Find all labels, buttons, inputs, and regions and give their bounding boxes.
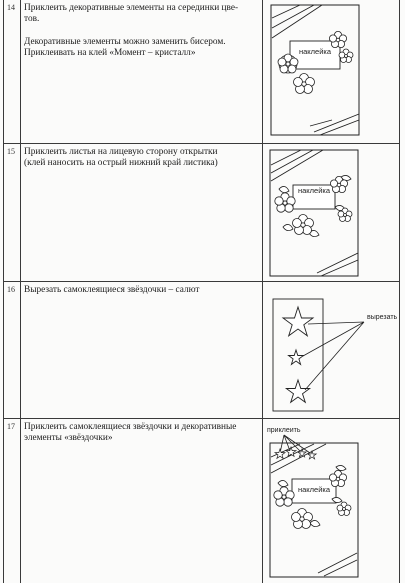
table-left-border (3, 0, 4, 583)
step-instruction: Приклеить самоклеящиеся звёздочки и декоративные элементы «звёздочки» (24, 422, 237, 444)
cut-callout: вырезать (367, 314, 398, 321)
step-number: 17 (7, 422, 15, 431)
step-number: 14 (7, 3, 15, 12)
row-divider-15-16 (3, 281, 400, 282)
step-instruction: Приклеить декоративные элементы на серединки цве- тов. Декоративные элементы можно заменить бисером. Приклеивать на клей «Момент – кристалл» (24, 3, 239, 58)
step-instruction: Приклеить листья на лицевую сторону открытки (клей наносить на острый нижний край листика) (24, 147, 218, 169)
row-divider-16-17 (3, 418, 400, 419)
table-right-border (399, 0, 400, 583)
step-15-illustration (269, 149, 363, 279)
star-large (283, 307, 313, 336)
step-16-illustration (272, 298, 398, 414)
star-medium (286, 380, 309, 402)
step-14-illustration (270, 4, 362, 139)
step-number: 16 (7, 285, 15, 294)
step-instruction: Вырезать самоклеящиеся звёздочки – салют (24, 285, 200, 295)
row-divider-14-15 (3, 143, 400, 144)
sticker-label: наклейка (298, 47, 332, 56)
step-number: 15 (7, 147, 15, 156)
illustration-column-divider (262, 0, 263, 583)
number-column-divider (20, 0, 21, 583)
sticker-label: наклейка (297, 186, 331, 195)
glue-callout: приклеить (267, 427, 301, 434)
step-17-illustration (266, 423, 364, 579)
star-small (289, 350, 304, 364)
sticker-label: наклейка (297, 485, 331, 494)
